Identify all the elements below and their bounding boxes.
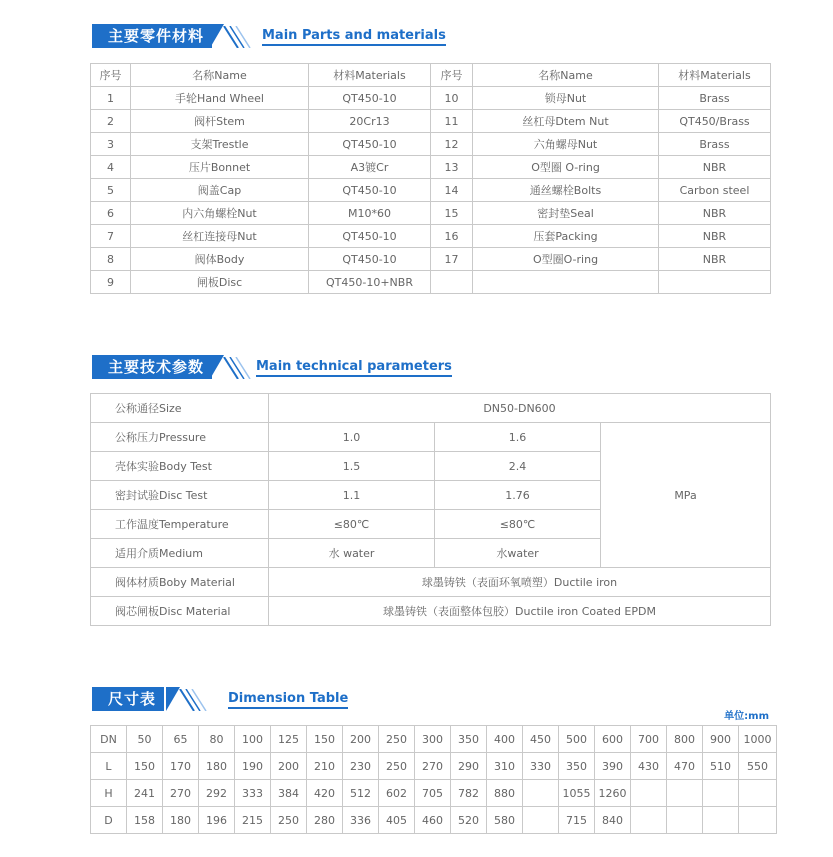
table-cell: 17 <box>431 248 473 271</box>
table-cell: 压片Bonnet <box>131 156 309 179</box>
table-cell: 270 <box>163 780 199 807</box>
temperature-value-2: ≤80℃ <box>435 510 601 539</box>
table-cell: 阀盖Cap <box>131 179 309 202</box>
table-cell: 9 <box>91 271 131 294</box>
pressure-value-1: 1.0 <box>269 423 435 452</box>
table-cell: 1 <box>91 87 131 110</box>
table-cell: NBR <box>659 248 771 271</box>
column-header: 材料Materials <box>659 64 771 87</box>
pressure-value-2: 1.6 <box>435 423 601 452</box>
table-cell: 通丝螺栓Bolts <box>473 179 659 202</box>
table-cell: 405 <box>379 807 415 834</box>
body-material-value: 球墨铸铁（表面环氧喷塑）Ductile iron <box>269 568 771 597</box>
table-cell: 16 <box>431 225 473 248</box>
tech-row-disc-material <box>91 597 771 626</box>
column-header: 序号 <box>431 64 473 87</box>
table-cell: 470 <box>667 753 703 780</box>
tech-section <box>0 355 833 618</box>
table-cell: 180 <box>163 807 199 834</box>
table-cell: 510 <box>703 753 739 780</box>
parts-title-cn: 主要零件材料 <box>92 24 212 48</box>
table-cell: 333 <box>235 780 271 807</box>
table-cell: 闸板Disc <box>131 271 309 294</box>
table-cell: 520 <box>451 807 487 834</box>
table-cell: Carbon steel <box>659 179 771 202</box>
table-row <box>91 156 771 179</box>
dim-title-en: Dimension Table <box>228 691 348 709</box>
table-row <box>91 271 771 294</box>
table-row <box>91 133 771 156</box>
table-cell: 705 <box>415 780 451 807</box>
table-cell: 460 <box>415 807 451 834</box>
table-row <box>91 202 771 225</box>
tech-row-size <box>91 394 771 423</box>
size-value: DN50-DN600 <box>269 394 771 423</box>
table-cell: 292 <box>199 780 235 807</box>
table-cell <box>631 780 667 807</box>
table-cell: NBR <box>659 202 771 225</box>
table-cell: 250 <box>379 726 415 753</box>
table-cell: 六角螺母Nut <box>473 133 659 156</box>
table-row <box>91 225 771 248</box>
table-row <box>91 87 771 110</box>
dim-title-cn: 尺寸表 <box>92 687 164 711</box>
table-cell: 600 <box>595 726 631 753</box>
table-cell: 180 <box>199 753 235 780</box>
table-cell: 125 <box>271 726 307 753</box>
dim-section <box>0 687 833 827</box>
table-cell <box>631 807 667 834</box>
disc-test-value-1: 1.1 <box>269 481 435 510</box>
table-row <box>91 807 777 834</box>
table-cell: QT450-10 <box>309 87 431 110</box>
table-cell: 500 <box>559 726 595 753</box>
table-cell: 241 <box>127 780 163 807</box>
table-cell: 782 <box>451 780 487 807</box>
table-cell: 230 <box>343 753 379 780</box>
table-cell: 190 <box>235 753 271 780</box>
table-cell: 丝杠连接母Nut <box>131 225 309 248</box>
table-cell: 14 <box>431 179 473 202</box>
table-cell: 384 <box>271 780 307 807</box>
table-cell: 1260 <box>595 780 631 807</box>
disc-test-value-2: 1.76 <box>435 481 601 510</box>
column-header: 材料Materials <box>309 64 431 87</box>
dim-header <box>0 687 833 719</box>
table-cell: D <box>91 807 127 834</box>
table-cell: 170 <box>163 753 199 780</box>
table-cell: 20Cr13 <box>309 110 431 133</box>
table-cell: 10 <box>431 87 473 110</box>
table-cell: 13 <box>431 156 473 179</box>
table-cell: 350 <box>451 726 487 753</box>
table-cell: QT450-10+NBR <box>309 271 431 294</box>
disc-test-label: 密封试验Disc Test <box>91 481 269 510</box>
table-cell: 880 <box>487 780 523 807</box>
table-cell: 锁母Nut <box>473 87 659 110</box>
table-cell: 密封垫Seal <box>473 202 659 225</box>
table-cell: 15 <box>431 202 473 225</box>
table-cell: NBR <box>659 156 771 179</box>
table-cell: NBR <box>659 225 771 248</box>
table-cell: 6 <box>91 202 131 225</box>
table-cell: 336 <box>343 807 379 834</box>
body-test-label: 壳体实验Body Test <box>91 452 269 481</box>
table-cell: 8 <box>91 248 131 271</box>
table-cell: 150 <box>307 726 343 753</box>
table-cell: M10*60 <box>309 202 431 225</box>
table-cell: 80 <box>199 726 235 753</box>
table-cell: 420 <box>307 780 343 807</box>
table-cell: 65 <box>163 726 199 753</box>
table-cell: QT450-10 <box>309 133 431 156</box>
table-cell: 200 <box>271 753 307 780</box>
table-cell <box>523 780 559 807</box>
body-test-value-1: 1.5 <box>269 452 435 481</box>
table-cell: 11 <box>431 110 473 133</box>
table-cell: 5 <box>91 179 131 202</box>
table-row <box>91 110 771 133</box>
table-cell: QT450-10 <box>309 179 431 202</box>
pressure-label: 公称压力Pressure <box>91 423 269 452</box>
table-cell: 280 <box>307 807 343 834</box>
table-cell: QT450-10 <box>309 248 431 271</box>
table-cell: 840 <box>595 807 631 834</box>
unit-cell: MPa <box>601 423 771 568</box>
table-cell: 602 <box>379 780 415 807</box>
table-cell <box>703 780 739 807</box>
tech-title-cn: 主要技术参数 <box>92 355 212 379</box>
tech-row-body-material <box>91 568 771 597</box>
table-row <box>91 179 771 202</box>
table-cell: 50 <box>127 726 163 753</box>
column-header: 名称Name <box>473 64 659 87</box>
table-cell: 12 <box>431 133 473 156</box>
medium-label: 适用介质Medium <box>91 539 269 568</box>
table-cell <box>431 271 473 294</box>
table-cell: 350 <box>559 753 595 780</box>
temperature-value-1: ≤80℃ <box>269 510 435 539</box>
table-cell <box>739 780 777 807</box>
table-cell: 100 <box>235 726 271 753</box>
table-cell <box>473 271 659 294</box>
size-label: 公称通径Size <box>91 394 269 423</box>
table-cell: 支架Trestle <box>131 133 309 156</box>
disc-material-value: 球墨铸铁（表面整体包胶）Ductile iron Coated EPDM <box>269 597 771 626</box>
table-row <box>91 780 777 807</box>
table-cell: 210 <box>307 753 343 780</box>
header-stripes-icon <box>178 689 218 711</box>
medium-value-1: 水 water <box>269 539 435 568</box>
table-cell: 390 <box>595 753 631 780</box>
table-cell: 310 <box>487 753 523 780</box>
table-cell: H <box>91 780 127 807</box>
table-cell: 158 <box>127 807 163 834</box>
table-cell: 300 <box>415 726 451 753</box>
dim-table <box>90 725 777 834</box>
table-cell: 550 <box>739 753 777 780</box>
tech-row-pressure <box>91 423 771 452</box>
table-cell: 内六角螺栓Nut <box>131 202 309 225</box>
table-cell: 3 <box>91 133 131 156</box>
table-cell: 196 <box>199 807 235 834</box>
column-header: 名称Name <box>131 64 309 87</box>
table-cell: 580 <box>487 807 523 834</box>
table-cell: 215 <box>235 807 271 834</box>
table-cell <box>667 807 703 834</box>
table-row <box>91 726 777 753</box>
table-cell: A3镀Cr <box>309 156 431 179</box>
table-cell: QT450/Brass <box>659 110 771 133</box>
tech-table <box>90 393 771 626</box>
body-test-value-2: 2.4 <box>435 452 601 481</box>
header-stripes-icon <box>222 26 262 48</box>
table-cell: 200 <box>343 726 379 753</box>
table-cell <box>703 807 739 834</box>
table-cell: 800 <box>667 726 703 753</box>
tech-title-en: Main technical parameters <box>256 359 452 377</box>
table-cell: 丝杠母Dtem Nut <box>473 110 659 133</box>
table-cell: 270 <box>415 753 451 780</box>
medium-value-2: 水water <box>435 539 601 568</box>
table-row <box>91 248 771 271</box>
temperature-label: 工作温度Temperature <box>91 510 269 539</box>
table-cell: 4 <box>91 156 131 179</box>
table-cell: 250 <box>271 807 307 834</box>
table-cell: L <box>91 753 127 780</box>
table-cell: DN <box>91 726 127 753</box>
table-cell: 290 <box>451 753 487 780</box>
table-cell: 压套Packing <box>473 225 659 248</box>
table-cell: 450 <box>523 726 559 753</box>
parts-title-en: Main Parts and materials <box>262 28 446 46</box>
tech-header <box>0 355 833 387</box>
disc-material-label: 阀芯闸板Disc Material <box>91 597 269 626</box>
table-header-row <box>91 64 771 87</box>
table-cell: QT450-10 <box>309 225 431 248</box>
table-cell: Brass <box>659 87 771 110</box>
table-cell <box>739 807 777 834</box>
table-cell: Brass <box>659 133 771 156</box>
table-cell <box>659 271 771 294</box>
table-cell: 150 <box>127 753 163 780</box>
table-cell: 7 <box>91 225 131 248</box>
table-cell: 阀杆Stem <box>131 110 309 133</box>
column-header: 序号 <box>91 64 131 87</box>
table-cell <box>523 807 559 834</box>
table-cell: 2 <box>91 110 131 133</box>
table-cell: 430 <box>631 753 667 780</box>
parts-header <box>0 24 833 56</box>
table-cell: 700 <box>631 726 667 753</box>
dim-unit: 单位:mm <box>724 711 769 722</box>
table-row <box>91 753 777 780</box>
parts-table <box>90 63 771 294</box>
table-cell: 手轮Hand Wheel <box>131 87 309 110</box>
table-cell: 512 <box>343 780 379 807</box>
table-cell: O型圈 O-ring <box>473 156 659 179</box>
table-cell: 330 <box>523 753 559 780</box>
table-cell <box>667 780 703 807</box>
table-cell: 900 <box>703 726 739 753</box>
table-cell: 1000 <box>739 726 777 753</box>
body-material-label: 阀体材质Boby Material <box>91 568 269 597</box>
table-cell: 400 <box>487 726 523 753</box>
table-cell: 1055 <box>559 780 595 807</box>
table-cell: 715 <box>559 807 595 834</box>
table-cell: 阀体Body <box>131 248 309 271</box>
parts-section <box>0 24 833 289</box>
table-cell: 250 <box>379 753 415 780</box>
table-cell: O型圈O-ring <box>473 248 659 271</box>
